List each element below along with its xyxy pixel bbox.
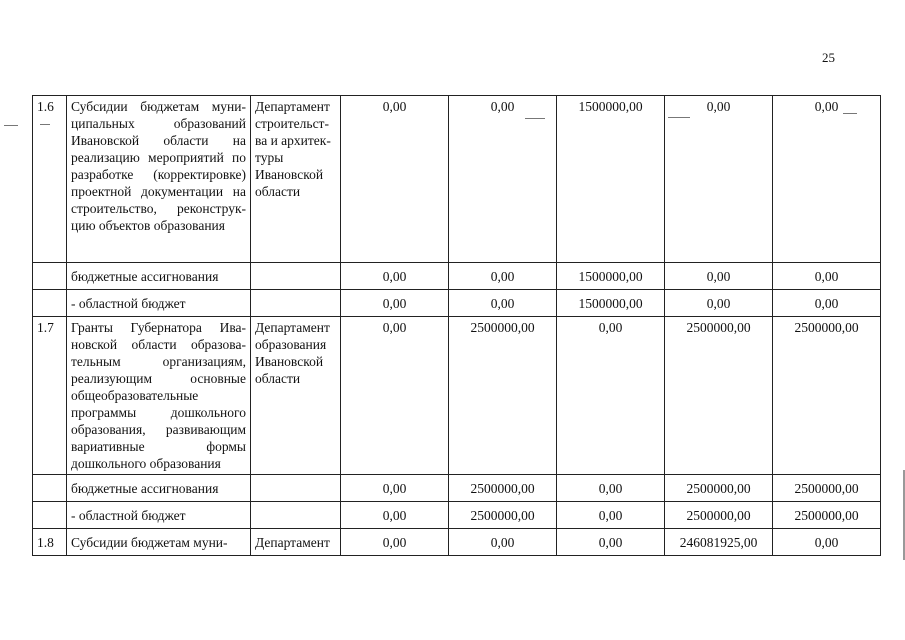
row-value: 1500000,00 <box>557 290 665 317</box>
row-value: 0,00 <box>341 96 449 263</box>
row-value: 2500000,00 <box>773 475 881 502</box>
row-value: 2500000,00 <box>773 502 881 529</box>
table-row <box>33 502 881 529</box>
scan-artifact <box>4 125 18 126</box>
table-row <box>33 263 881 290</box>
row-value: 0,00 <box>557 502 665 529</box>
table-row <box>33 475 881 502</box>
row-value: 0,00 <box>773 96 881 263</box>
row-number <box>33 475 67 502</box>
row-name: - областной бюджет <box>67 290 251 317</box>
scan-artifact <box>843 113 857 114</box>
table-row <box>33 317 881 475</box>
row-number <box>33 263 67 290</box>
row-value: 0,00 <box>665 96 773 263</box>
scan-artifact <box>525 118 545 119</box>
row-name: бюджетные ассигнования <box>67 475 251 502</box>
row-name: Гранты Губернатора Ива-новской области образова-тельным организациям, реализующим основные общеобразовательные программы дошкольного образования, развивающим вариативные формы дошкольного образования <box>67 317 251 475</box>
row-value: 0,00 <box>773 290 881 317</box>
row-value: 0,00 <box>665 263 773 290</box>
row-responsible: Департамент строительст-ва и архитек-туры Ивановской области <box>251 96 341 263</box>
row-number: 1.7 <box>33 317 67 475</box>
row-name: - областной бюджет <box>67 502 251 529</box>
table-row <box>33 529 881 556</box>
row-responsible <box>251 502 341 529</box>
row-value: 2500000,00 <box>665 502 773 529</box>
row-value: 0,00 <box>341 317 449 475</box>
row-value: 0,00 <box>449 96 557 263</box>
row-number: 1.8 <box>33 529 67 556</box>
row-value: 0,00 <box>557 529 665 556</box>
row-value: 2500000,00 <box>449 317 557 475</box>
row-number <box>33 502 67 529</box>
row-responsible <box>251 475 341 502</box>
row-number: 1.6 <box>33 96 67 263</box>
page-number: 25 <box>822 50 835 65</box>
row-value: 0,00 <box>449 263 557 290</box>
row-value: 2500000,00 <box>449 475 557 502</box>
row-responsible: Департамент <box>251 529 341 556</box>
row-responsible: Департамент образования Ивановской области <box>251 317 341 475</box>
row-value: 2500000,00 <box>665 317 773 475</box>
table-row <box>33 96 881 263</box>
row-name: Субсидии бюджетам муни- <box>67 529 251 556</box>
row-value: 1500000,00 <box>557 263 665 290</box>
scan-artifact <box>668 117 690 118</box>
row-value: 0,00 <box>341 529 449 556</box>
row-value: 0,00 <box>557 475 665 502</box>
table-row <box>33 290 881 317</box>
row-value: 1500000,00 <box>557 96 665 263</box>
row-number <box>33 290 67 317</box>
row-responsible <box>251 263 341 290</box>
row-value: 0,00 <box>449 529 557 556</box>
row-name: бюджетные ассигнования <box>67 263 251 290</box>
scan-artifact <box>40 124 50 125</box>
row-value: 0,00 <box>665 290 773 317</box>
row-value: 0,00 <box>557 317 665 475</box>
row-name: Субсидии бюджетам муни-ципальных образований Ивановской области на реализацию мероприятий по разработке (корректировке) проектной документации на строительство, реконструк-цию объектов образования <box>67 96 251 263</box>
row-value: 0,00 <box>341 475 449 502</box>
row-value: 0,00 <box>773 529 881 556</box>
row-value: 0,00 <box>773 263 881 290</box>
row-value: 0,00 <box>341 290 449 317</box>
budget-table <box>32 95 881 556</box>
row-value: 2500000,00 <box>665 475 773 502</box>
row-responsible <box>251 290 341 317</box>
row-value: 2500000,00 <box>449 502 557 529</box>
row-value: 0,00 <box>341 263 449 290</box>
row-value: 2500000,00 <box>773 317 881 475</box>
row-value: 246081925,00 <box>665 529 773 556</box>
row-value: 0,00 <box>341 502 449 529</box>
row-value: 0,00 <box>449 290 557 317</box>
